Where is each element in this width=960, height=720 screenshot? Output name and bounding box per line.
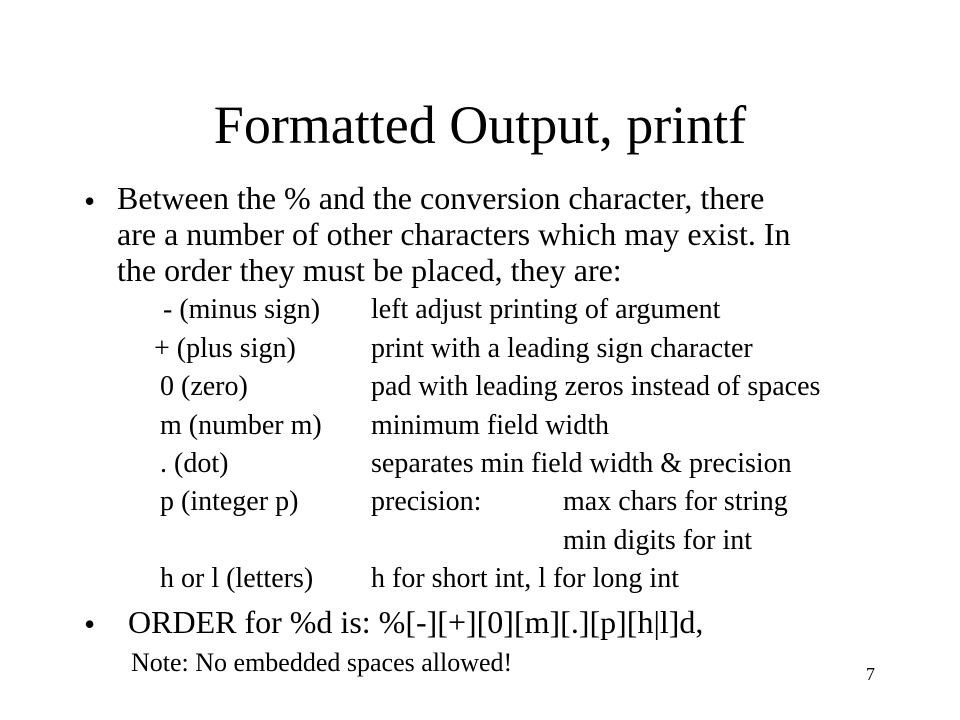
bullet-marker: • <box>84 606 96 642</box>
option-flag: . (dot) <box>160 448 229 479</box>
option-description: separates min field width & precision <box>371 448 792 479</box>
option-description: left adjust printing of argument <box>371 294 721 325</box>
bullet-marker: • <box>84 183 96 219</box>
precision-detail: min digits for int <box>563 525 752 556</box>
bullet-line: the order they must be placed, they are: <box>117 252 622 288</box>
option-flag: 0 (zero) <box>160 371 248 402</box>
option-description: minimum field width <box>371 410 609 441</box>
bullet-paragraph <box>117 180 917 288</box>
option-description: precision: <box>371 486 482 517</box>
bullet-line: Between the % and the conversion character, there <box>117 180 765 216</box>
precision-detail: max chars for string <box>563 486 788 517</box>
order-format-text: ORDER for %d is: %[-][+][0][m][.][p][h|l]d, <box>128 604 704 640</box>
option-flag: h or l (letters) <box>160 563 314 594</box>
option-description: pad with leading zeros instead of spaces <box>371 371 821 402</box>
bullet-line: are a number of other characters which may exist. In <box>117 216 791 252</box>
option-flag: + (plus sign) <box>154 333 296 364</box>
note-text: Note: No embedded spaces allowed! <box>131 648 513 677</box>
option-description: print with a leading sign character <box>371 333 753 364</box>
option-flag: - (minus sign) <box>163 294 321 325</box>
option-flag: p (integer p) <box>160 486 299 517</box>
slide-title: Formatted Output, printf <box>213 95 747 155</box>
page-number: 7 <box>866 664 875 684</box>
option-flag: m (number m) <box>160 410 322 441</box>
option-description: h for short int, l for long int <box>371 563 679 594</box>
